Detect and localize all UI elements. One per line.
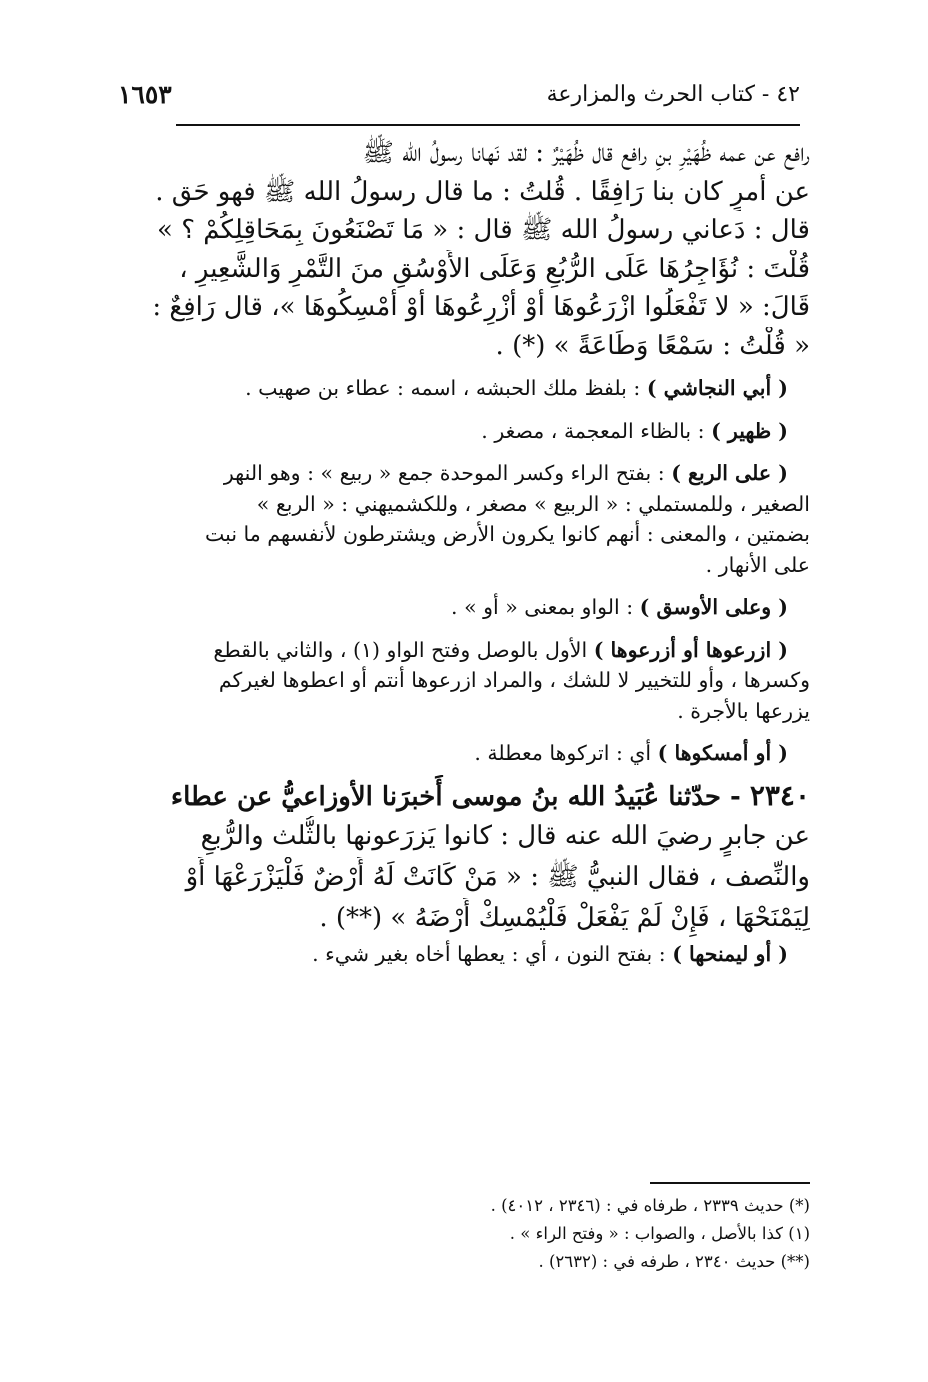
- text-line: ٢٣٤٠ - حدّثنا عُبَيدُ الله بنُ موسى أَخبرَنا الأوزاعيُّ عن عطاء: [170, 778, 810, 812]
- text-line: قَالَ: « لا تَفْعَلُوا ازْرَعُوهَا أَوْ أَزْرِعُوهَا أَوْ أَمْسِكُوهَا »، قال رَافِعٌ :: [152, 292, 810, 322]
- hadith-number: ٢٣٤٠: [749, 778, 810, 812]
- commentary-line: ( ازرعوها أو أزرعوها ) الأول بالوصل وفتح الواو (١) ، والثاني بالقطع: [213, 637, 788, 662]
- commentary-line: ( أو ليمنحها ) : بفتح النون ، أي : يعطها أخاه بغير شيء .: [312, 941, 788, 966]
- footnote: (١) كذا بالأصل ، والصواب : « وفتح الراء » .: [509, 1224, 810, 1243]
- hadith-2340-text: [130, 775, 810, 939]
- text-line: رافع عن عمه ظُهَيْرِ بنِ رافع قال ظُهَيْرٌ : لقد نَهانا رسولُ الله ﷺ: [362, 138, 810, 168]
- gloss-term: ( على الربع ): [671, 461, 788, 485]
- footnotes: [300, 1192, 810, 1276]
- commentary-line: الصغير ، وللمستملي : « الربيع » مصغر ، وللكشميهني : « الربع »: [256, 491, 810, 516]
- text-line: قال : دَعاني رسولُ الله ﷺ قال : « مَا تَصْنَعُونَ بِمَحَاقِلِكُمْ ؟ »: [157, 215, 810, 245]
- text-line: قُلْتَ : نُؤَاجِرُهَا عَلَى الرُّبُعِ وَعَلَى الأَوْسُقِ منَ التَّمْرِ وَالشَّعِيرِ ،: [179, 253, 810, 284]
- commentary-line: على الأنهار .: [705, 552, 810, 577]
- commentary-line: ( ظهير ) : بالظاء المعجمة ، مصغر .: [481, 418, 788, 443]
- text-line: لِيَمْنَحْهَا ، فَإِنْ لَمْ يَفْعَلْ فَلْيُمْسِكْ أَرْضَهُ » (**) .: [319, 902, 810, 933]
- commentary: [130, 373, 810, 769]
- commentary-line: ( على الربع ) : بفتح الراء وكسر الموحدة جمع « ربيع » : وهو النهر: [223, 461, 788, 485]
- commentary-line: يزرعها بالأجرة .: [677, 698, 810, 723]
- gloss-term: ( أو أمسكوها ): [657, 741, 788, 765]
- commentary-line: وكسرها ، وأو للتخيير لا للشك ، والمراد ازرعوها أنتم أو اعطوها لغيركم: [218, 668, 810, 692]
- text-line: « قُلْتُ : سَمْعًا وَطَاعَةً » (*) .: [495, 330, 810, 361]
- chapter-title: ٤٢ - كتاب الحرث والمزارعة: [546, 82, 800, 107]
- commentary-line: ( أو أمسكوها ) أي : اتركوها معطلة .: [474, 741, 788, 765]
- gloss-term: ( أبي النجاشي ): [646, 376, 788, 400]
- commentary: [130, 939, 810, 969]
- hadith-2339-text: [130, 134, 810, 365]
- gloss-term: ( أو ليمنحها ): [672, 941, 788, 966]
- gloss-term: ( ازرعوها أو أزرعوها ): [593, 637, 788, 662]
- main-text: [130, 134, 810, 969]
- commentary-line: ( وعلى الأوسق ) : الواو بمعنى « أو » .: [451, 595, 788, 619]
- header-rule: [176, 124, 800, 126]
- footnote: (*) حديث ٢٣٣٩ ، طرفاه في : (٢٣٤٦ ، ٤٠١٢) .: [490, 1196, 810, 1215]
- gloss-term: ( وعلى الأوسق ): [639, 595, 788, 619]
- commentary-line: ( أبي النجاشي ) : بلفظ ملك الحبشه ، اسمه : عطاء بن صهيب .: [245, 376, 788, 400]
- gloss-term: ( ظهير ): [711, 418, 788, 443]
- text-line: عن أَمرٍ كان بنا رَافِقًا . قُلتُ : ما قال رسولُ الله ﷺ فهو حَق .: [155, 176, 810, 207]
- commentary-line: بضمتين ، والمعنى : أنهم كانوا يكرون الأرض ويشترطون لأنفسهم ما نبت: [205, 522, 810, 546]
- running-header: [118, 82, 800, 118]
- footnote-rule: [650, 1182, 810, 1184]
- text-line: عن جابرٍ رضيَ الله عنه قال : كانوا يَزرَعونها بالثُّلث والرُّبعِ: [200, 820, 810, 851]
- page-number: ١٦٥٣: [118, 80, 172, 109]
- text-line: والنِّصف ، فقال النبيُّ ﷺ : « مَنْ كَانَتْ لَهُ أَرْضٌ فَلْيَزْرَعْهَا أَوْ: [185, 861, 810, 892]
- footnote: (**) حديث ٢٣٤٠ ، طرفه في : (٢٦٣٢) .: [538, 1252, 810, 1271]
